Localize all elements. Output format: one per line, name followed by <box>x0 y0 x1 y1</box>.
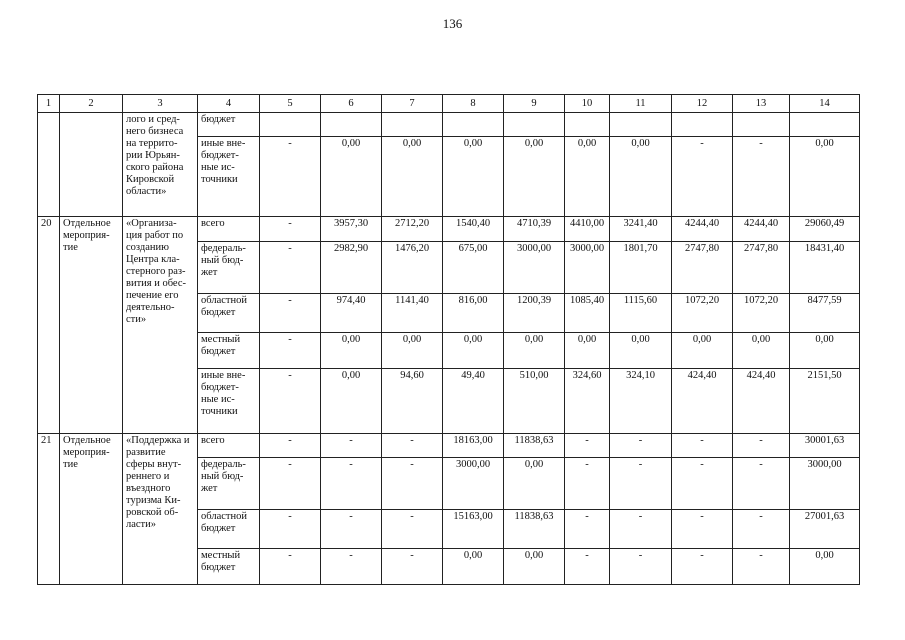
column-header: 8 <box>443 95 504 113</box>
value-cell: 29060,49 <box>790 217 860 242</box>
funding-source-cell: местный бюджет <box>198 549 260 585</box>
value-cell: 0,00 <box>382 333 443 369</box>
value-cell: 4244,40 <box>672 217 733 242</box>
value-cell: 49,40 <box>443 369 504 434</box>
table-row <box>38 217 860 242</box>
column-header: 4 <box>198 95 260 113</box>
value-cell: 0,00 <box>610 137 672 217</box>
value-cell: - <box>260 510 321 549</box>
value-cell: 2151,50 <box>790 369 860 434</box>
value-cell: 0,00 <box>382 137 443 217</box>
column-header: 2 <box>60 95 123 113</box>
value-cell: 0,00 <box>443 333 504 369</box>
value-cell: - <box>260 549 321 585</box>
value-cell: 1200,39 <box>504 294 565 333</box>
table-row <box>38 434 860 458</box>
value-cell: 0,00 <box>504 458 565 510</box>
value-cell: 2747,80 <box>733 242 790 294</box>
value-cell: 675,00 <box>443 242 504 294</box>
value-cell: 0,00 <box>504 333 565 369</box>
value-cell: - <box>382 510 443 549</box>
value-cell: 0,00 <box>321 369 382 434</box>
value-cell: - <box>260 369 321 434</box>
value-cell: 27001,63 <box>790 510 860 549</box>
value-cell: - <box>733 510 790 549</box>
value-cell: 15163,00 <box>443 510 504 549</box>
value-cell: 1141,40 <box>382 294 443 333</box>
value-cell: 1072,20 <box>672 294 733 333</box>
row-number-cell: 21 <box>38 434 60 585</box>
value-cell: - <box>565 510 610 549</box>
value-cell: - <box>672 434 733 458</box>
value-cell: 0,00 <box>733 333 790 369</box>
value-cell: 2712,20 <box>382 217 443 242</box>
event-type-cell: Отдельное мероприя- тие <box>60 217 123 434</box>
value-cell: 3957,30 <box>321 217 382 242</box>
value-cell: - <box>610 549 672 585</box>
value-cell: - <box>321 549 382 585</box>
value-cell: 510,00 <box>504 369 565 434</box>
table-row <box>38 113 860 137</box>
value-cell: 18163,00 <box>443 434 504 458</box>
value-cell: - <box>672 549 733 585</box>
value-cell: 3000,00 <box>443 458 504 510</box>
column-header: 12 <box>672 95 733 113</box>
value-cell: 18431,40 <box>790 242 860 294</box>
column-header: 11 <box>610 95 672 113</box>
value-cell: - <box>260 434 321 458</box>
value-cell: 0,00 <box>565 137 610 217</box>
funding-source-cell: всего <box>198 217 260 242</box>
funding-source-cell: иные вне- бюджет- ные ис- точники <box>198 369 260 434</box>
funding-source-cell: областной бюджет <box>198 294 260 333</box>
value-cell: - <box>260 333 321 369</box>
value-cell: - <box>672 510 733 549</box>
header-row <box>38 95 860 113</box>
value-cell: 4710,39 <box>504 217 565 242</box>
value-cell: - <box>260 217 321 242</box>
value-cell: - <box>321 434 382 458</box>
value-cell: - <box>672 137 733 217</box>
value-cell: 30001,63 <box>790 434 860 458</box>
value-cell: 3241,40 <box>610 217 672 242</box>
column-header: 10 <box>565 95 610 113</box>
value-cell: - <box>733 137 790 217</box>
value-cell: 2982,90 <box>321 242 382 294</box>
value-cell: 1115,60 <box>610 294 672 333</box>
value-cell: 0,00 <box>443 137 504 217</box>
value-cell: 0,00 <box>321 333 382 369</box>
event-name-cell: «Организа- ция работ по созданию Центра кла- стерного раз- вития и обес- печение его деятельно- сти» <box>123 217 198 434</box>
event-name-cell: «Поддержка и развитие сферы внут- реннего и въездного туризма Ки- ровской об- ласти» <box>123 434 198 585</box>
funding-source-cell: бюджет <box>198 113 260 137</box>
funding-source-cell: федераль- ный бюд- жет <box>198 242 260 294</box>
value-cell: 4410,00 <box>565 217 610 242</box>
value-cell: 3000,00 <box>565 242 610 294</box>
value-cell: 0,00 <box>790 333 860 369</box>
page-number: 136 <box>442 16 463 31</box>
value-cell: 3000,00 <box>504 242 565 294</box>
funding-source-cell: областной бюджет <box>198 510 260 549</box>
value-cell: 0,00 <box>443 549 504 585</box>
value-cell: 0,00 <box>672 333 733 369</box>
value-cell: - <box>610 510 672 549</box>
value-cell: 11838,63 <box>504 510 565 549</box>
column-header: 9 <box>504 95 565 113</box>
value-cell: 2747,80 <box>672 242 733 294</box>
budget-table <box>37 94 860 585</box>
value-cell: 0,00 <box>790 549 860 585</box>
column-header: 1 <box>38 95 60 113</box>
value-cell: 0,00 <box>504 137 565 217</box>
value-cell: 424,40 <box>733 369 790 434</box>
funding-source-cell: федераль- ный бюд- жет <box>198 458 260 510</box>
value-cell: - <box>321 510 382 549</box>
row-number-cell <box>38 113 60 217</box>
column-header: 6 <box>321 95 382 113</box>
value-cell: 0,00 <box>790 137 860 217</box>
value-cell: - <box>260 458 321 510</box>
column-header: 3 <box>123 95 198 113</box>
value-cell: 324,60 <box>565 369 610 434</box>
event-name-cell: лого и сред- него бизнеса на террито- рии Юрьян- ского района Кировской области» <box>123 113 198 217</box>
funding-source-cell: местный бюджет <box>198 333 260 369</box>
value-cell: 0,00 <box>321 137 382 217</box>
value-cell: - <box>321 458 382 510</box>
funding-source-cell: иные вне- бюджет- ные ис- точники <box>198 137 260 217</box>
value-cell: 324,10 <box>610 369 672 434</box>
value-cell: 1085,40 <box>565 294 610 333</box>
row-number-cell: 20 <box>38 217 60 434</box>
value-cell: - <box>733 434 790 458</box>
value-cell: - <box>672 458 733 510</box>
value-cell: - <box>382 549 443 585</box>
value-cell: - <box>382 434 443 458</box>
value-cell: - <box>733 458 790 510</box>
value-cell: - <box>565 458 610 510</box>
value-cell: - <box>260 242 321 294</box>
value-cell: 1476,20 <box>382 242 443 294</box>
value-cell: - <box>733 549 790 585</box>
value-cell: 11838,63 <box>504 434 565 458</box>
column-header: 7 <box>382 95 443 113</box>
value-cell: 0,00 <box>565 333 610 369</box>
value-cell: 0,00 <box>610 333 672 369</box>
value-cell: - <box>260 294 321 333</box>
value-cell: 1801,70 <box>610 242 672 294</box>
value-cell: 8477,59 <box>790 294 860 333</box>
event-type-cell: Отдельное мероприя- тие <box>60 434 123 585</box>
column-header: 5 <box>260 95 321 113</box>
value-cell: 1540,40 <box>443 217 504 242</box>
value-cell: 1072,20 <box>733 294 790 333</box>
value-cell: - <box>610 458 672 510</box>
value-cell: - <box>610 434 672 458</box>
value-cell: 0,00 <box>504 549 565 585</box>
value-cell: 816,00 <box>443 294 504 333</box>
value-cell: 974,40 <box>321 294 382 333</box>
value-cell: - <box>382 458 443 510</box>
value-cell: - <box>565 549 610 585</box>
event-type-cell <box>60 113 123 217</box>
value-cell: 4244,40 <box>733 217 790 242</box>
value-cell: - <box>565 434 610 458</box>
value-cell: 3000,00 <box>790 458 860 510</box>
column-header: 14 <box>790 95 860 113</box>
column-header: 13 <box>733 95 790 113</box>
value-cell: 424,40 <box>672 369 733 434</box>
value-cell: - <box>260 137 321 217</box>
funding-source-cell: всего <box>198 434 260 458</box>
value-cell: 94,60 <box>382 369 443 434</box>
